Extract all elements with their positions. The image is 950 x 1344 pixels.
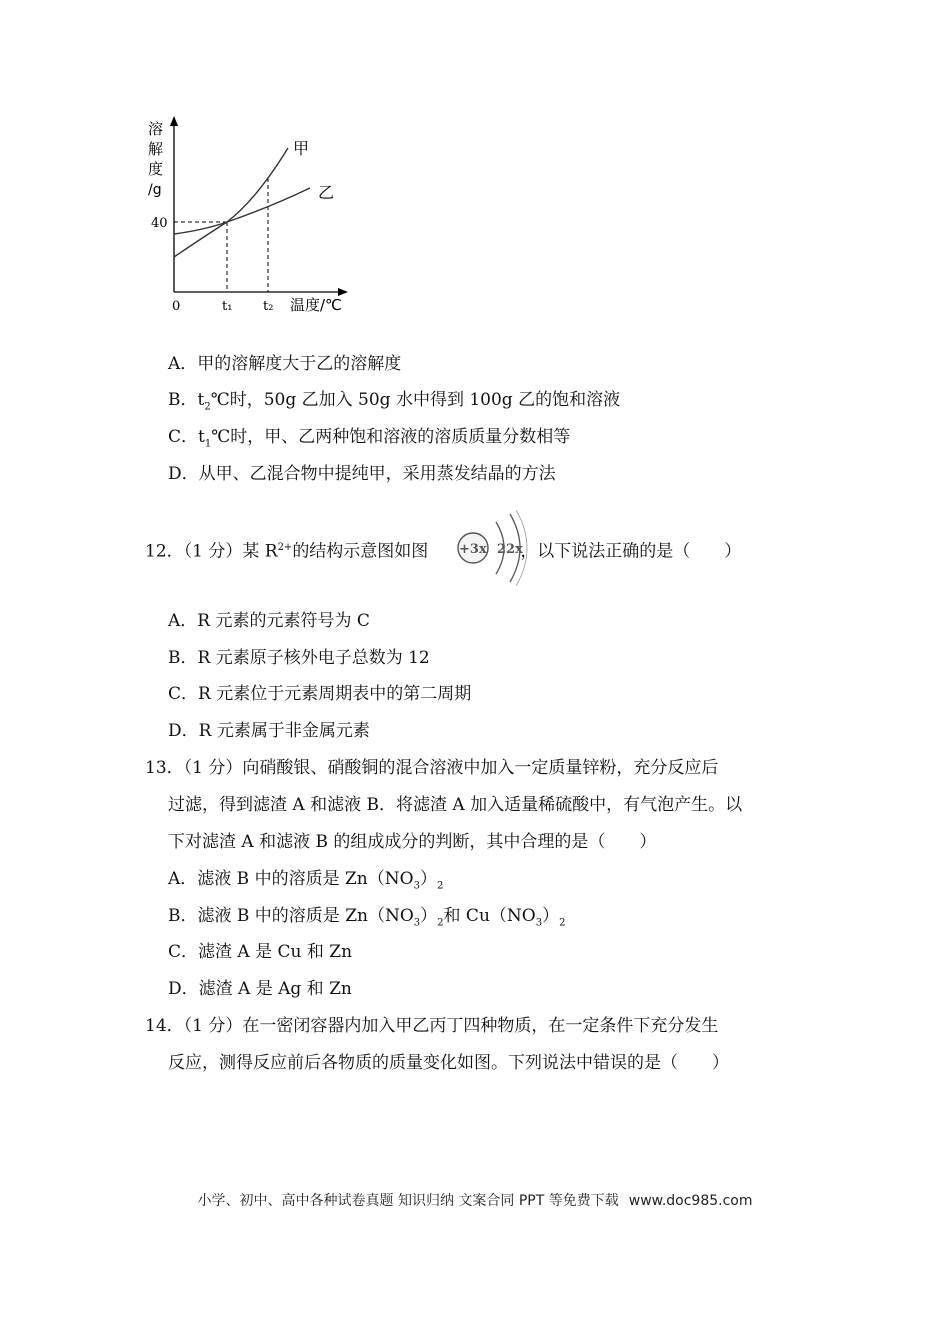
- q13-option-a-paren: ）: [419, 869, 437, 889]
- y-label-char: 溶: [148, 120, 164, 138]
- q13-option-b-sub-2: 2: [437, 917, 444, 929]
- q12-stem-text-2: 的结构示意图如图: [292, 541, 429, 562]
- q13-option-b-paren-2: ）: [542, 906, 560, 926]
- q13-option-a-sub: 3: [413, 880, 420, 892]
- q13-stem-line-2: 过滤，得到滤渣 A 和滤液 B．将滤渣 A 加入适量稀硫酸中，有气泡产生。以: [168, 795, 743, 815]
- q11-option-c: [168, 426, 570, 455]
- y-tick-label: 40: [151, 216, 168, 231]
- series-jia-curve: [174, 148, 288, 257]
- electron-counts: 22x: [497, 542, 523, 557]
- q14-stem-line-2: 反应，测得反应前后各物质的质量变化如图。下列说法中错误的是（ ）: [168, 1053, 729, 1073]
- q11-option-a: A．甲的溶解度大于乙的溶解度: [168, 354, 402, 374]
- q11-option-d: D．从甲、乙混合物中提纯甲，采用蒸发结晶的方法: [168, 464, 556, 484]
- q12-stem-sup: 2+: [277, 542, 293, 553]
- atom-structure-diagram: [452, 508, 547, 588]
- q13-option-b-paren: ）: [420, 906, 438, 926]
- q13-option-d: D．滤渣 A 是 Ag 和 Zn: [168, 979, 352, 999]
- footer-text: 小学、初中、高中各种试卷真题 知识归纳 文案合同 PPT 等免费下载: [197, 1193, 619, 1209]
- q13-option-b-text: B．滤液 B 中的溶质是 Zn（NO: [168, 906, 414, 926]
- q11-option-b-sub: 2: [204, 401, 211, 413]
- x-tick-t2: t₂: [263, 299, 274, 314]
- q13-option-a: [168, 868, 443, 897]
- q13-option-b: [168, 905, 565, 934]
- q12-stem-text: 12．（1 分）某 R: [145, 541, 278, 562]
- q13-option-b-sub-4: 2: [559, 917, 566, 929]
- x-tick-t1: t₁: [222, 299, 233, 314]
- q12-option-b: B．R 元素原子核外电子总数为 12: [168, 648, 430, 668]
- q12-option-d: D．R 元素属于非金属元素: [168, 721, 370, 741]
- nucleus-charge: +3x: [459, 542, 487, 557]
- q12-option-a: A．R 元素的元素符号为 C: [168, 611, 370, 631]
- q11-option-b-text-2: ℃时，50g 乙加入 50g 水中得到 100g 乙的饱和溶液: [210, 390, 621, 410]
- q13-option-b-sub-3: 3: [535, 917, 543, 929]
- q13-option-c: C．滤渣 A 是 Cu 和 Zn: [168, 942, 353, 962]
- q12-option-c: C．R 元素位于元素周期表中的第二周期: [168, 684, 472, 704]
- q13-stem-line-1: 13．（1 分）向硝酸银、硝酸铜的混合溶液中加入一定质量锌粉，充分反应后: [145, 758, 719, 778]
- y-label-char: /g: [148, 182, 162, 198]
- x-axis-label: 温度/℃: [290, 296, 342, 314]
- page-footer: [0, 1190, 950, 1210]
- q13-option-a-sub-2: 2: [436, 880, 444, 892]
- q14-stem-line-1: 14．（1 分）在一密闭容器内加入甲乙丙丁四种物质，在一定条件下充分发生: [145, 1016, 719, 1036]
- q11-option-c-text: C．t: [168, 427, 205, 447]
- q12-stem-text-3: ，以下说法正确的是（ ）: [520, 541, 742, 562]
- q12-stem: [145, 537, 741, 563]
- q13-option-b-text-2: 和 Cu（NO: [443, 906, 536, 926]
- q11-option-c-text-2: ℃时，甲、乙两种饱和溶液的溶质质量分数相等: [211, 427, 571, 447]
- q13-option-b-sub: 3: [413, 917, 421, 929]
- q11-option-c-sub: 1: [204, 438, 212, 450]
- y-label-char: 解: [148, 140, 164, 158]
- x-origin-label: 0: [172, 299, 181, 314]
- series-jia-label: 甲: [293, 139, 310, 158]
- series-yi-curve: [174, 188, 310, 234]
- solubility-graph: [138, 112, 363, 322]
- q11-option-b-text: B．t: [168, 390, 205, 410]
- series-yi-label: 乙: [318, 183, 335, 202]
- q11-option-b: [168, 389, 620, 418]
- q13-option-a-text: A．滤液 B 中的溶质是 Zn（NO: [168, 869, 414, 889]
- footer-url[interactable]: www.doc985.com: [628, 1193, 753, 1209]
- y-label-char: 度: [148, 160, 164, 178]
- x-axis-arrow: [338, 288, 348, 296]
- q13-stem-line-3: 下对滤渣 A 和滤液 B 的组成成分的判断，其中合理的是（ ）: [168, 832, 657, 852]
- y-axis-arrow: [170, 116, 178, 126]
